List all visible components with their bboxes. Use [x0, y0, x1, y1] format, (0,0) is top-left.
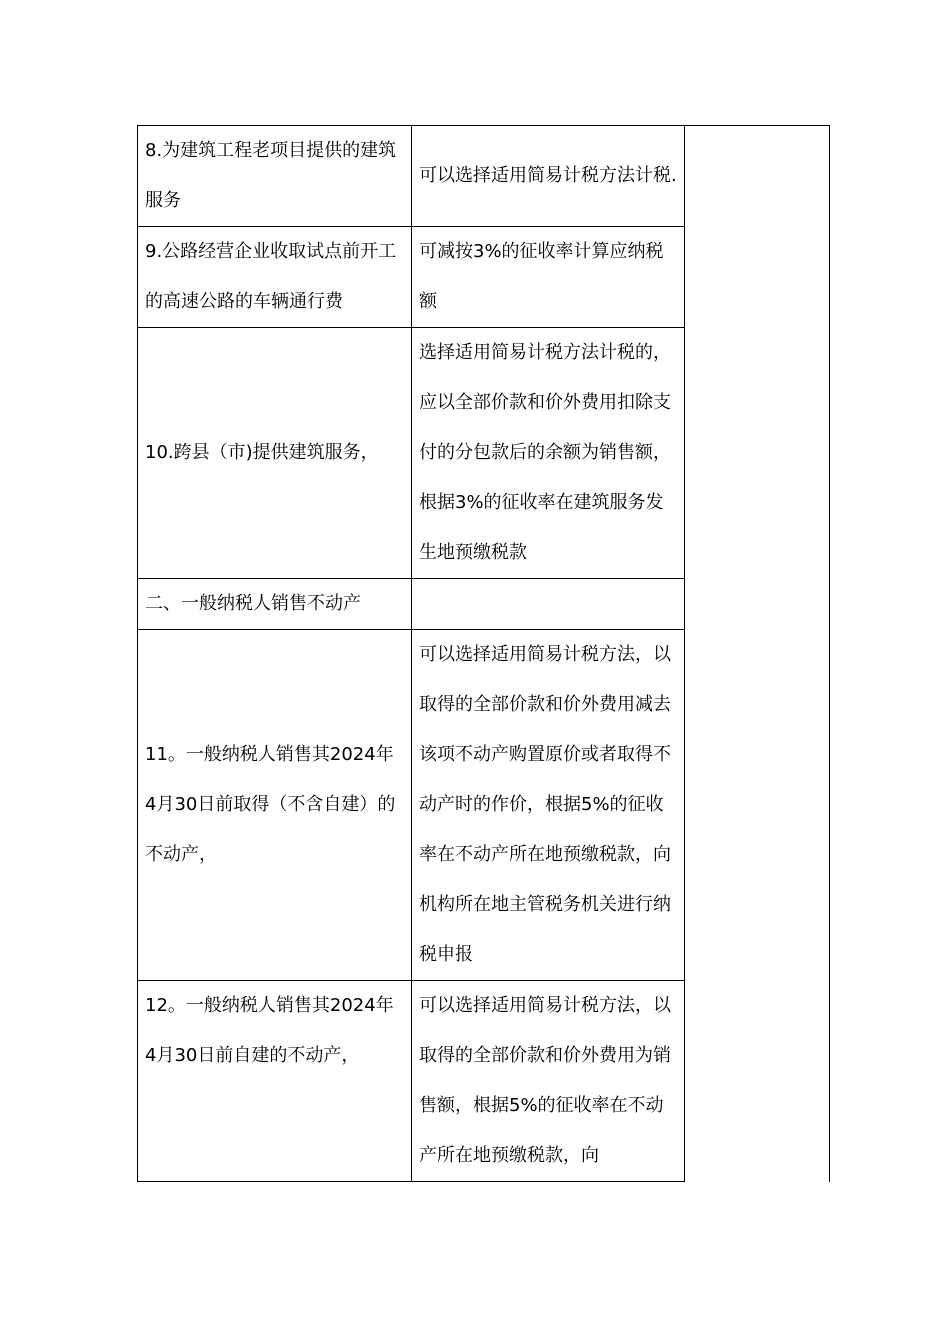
table-cell-rule — [412, 630, 685, 981]
table-cell-item — [138, 126, 412, 227]
item-text: 12。一般纳税人销售其2024年4月30日前自建的不动产， — [145, 995, 394, 1066]
rule-text: 可减按3%的征收率计算应纳税额 — [419, 241, 664, 312]
item-text: 8.为建筑工程老项目提供的建筑服务 — [145, 140, 397, 211]
table-cell-section-heading — [138, 579, 412, 630]
table-cell-rule — [412, 579, 685, 630]
rule-text: 选择适用简易计税方法计税的，应以全部价款和价外费用扣除支付的分包款后的余额为销售额，根据3%的征收率在建筑服务发生地预缴税款 — [419, 342, 671, 563]
table-cell-item — [138, 328, 412, 579]
table-cell-rule — [412, 227, 685, 328]
table-cell-item — [138, 630, 412, 981]
table-row — [138, 126, 830, 227]
table-cell-item — [138, 227, 412, 328]
tax-rules-table — [137, 125, 830, 1182]
rule-text: 可以选择适用简易计税方法，以取得的全部价款和价外费用为销售额，根据5%的征收率在不动产所在地预缴税款，向 — [419, 995, 671, 1166]
table-cell-rule — [412, 126, 685, 227]
rule-text: 可以选择适用简易计税方法，以取得的全部价款和价外费用减去该项不动产购置原价或者取得不动产时的作价，根据5%的征收率在不动产所在地预缴税款，向机构所在地主管税务机关进行纳税申报 — [419, 644, 671, 965]
rule-text: 可以选择适用简易计税方法计税. — [419, 165, 677, 186]
table-cell-rule — [412, 981, 685, 1182]
item-text: 10.跨县（市)提供建筑服务， — [145, 442, 379, 463]
table-cell-notes — [685, 126, 830, 1182]
table-cell-item — [138, 981, 412, 1182]
item-text: 11。一般纳税人销售其2024年4月30日前取得（不含自建）的不动产， — [145, 744, 396, 865]
section-heading-text: 二、一般纳税人销售不动产 — [145, 593, 361, 614]
item-text: 9.公路经营企业收取试点前开工的高速公路的车辆通行费 — [145, 241, 397, 312]
table-cell-rule — [412, 328, 685, 579]
